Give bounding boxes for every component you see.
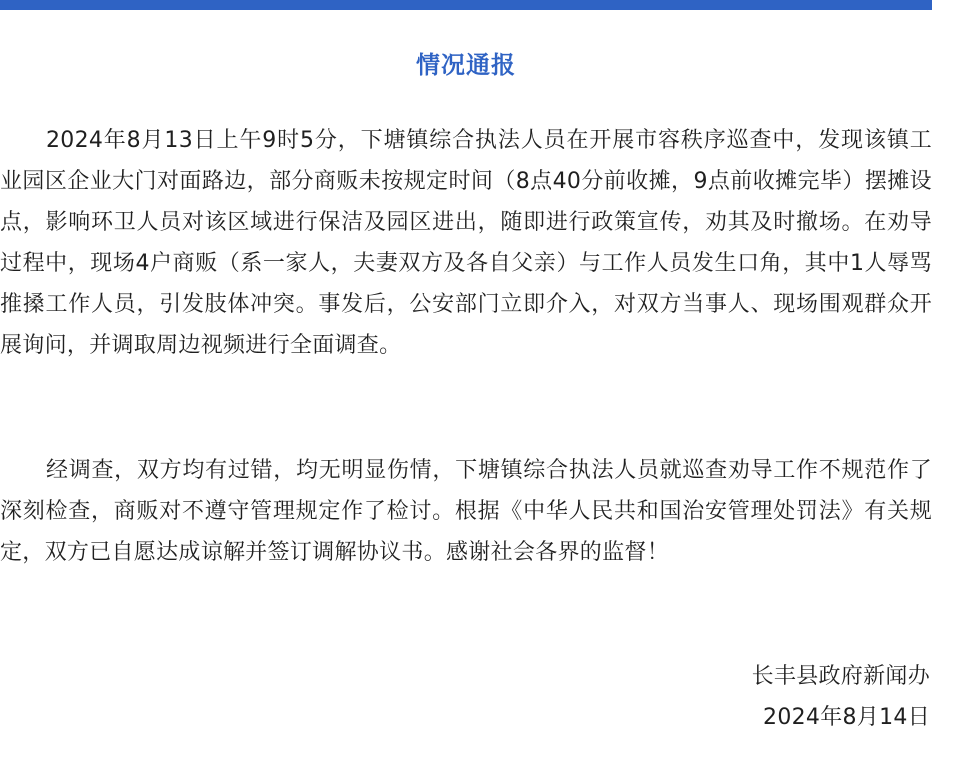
notice-paragraph-2: 经调查，双方均有过错，均无明显伤情，下塘镇综合执法人员就巡查劝导工作不规范作了深刻检查，商贩对不遵守管理规定作了检讨。根据《中华人民共和国治安管理处罚法》有关规定，双方已自愿达成谅解并签订调解协议书。感谢社会各界的监督！	[0, 458, 932, 565]
notice-signature	[752, 656, 930, 738]
issuer-name: 长丰县政府新闻办	[751, 664, 930, 689]
issue-date: 2024年8月14日	[763, 705, 930, 730]
notice-paragraph-1: 2024年8月13日上午9时5分，下塘镇综合执法人员在开展市容秩序巡查中，发现该镇工业园区企业大门对面路边，部分商贩未按规定时间（8点40分前收摊，9点前收摊完毕）摆摊设点，影响环卫人员对该区域进行保洁及园区进出，随即进行政策宣传，劝其及时撤场。在劝导过程中，现场4户商贩（系一家人，夫妻双方及各自父亲）与工作人员发生口角，其中1人辱骂推搡工作人员，引发肢体冲突。事发后，公安部门立即介入，对双方当事人、现场围观群众开展询问，并调取周边视频进行全面调查。	[0, 128, 932, 358]
notice-title: 情况通报	[416, 51, 516, 79]
